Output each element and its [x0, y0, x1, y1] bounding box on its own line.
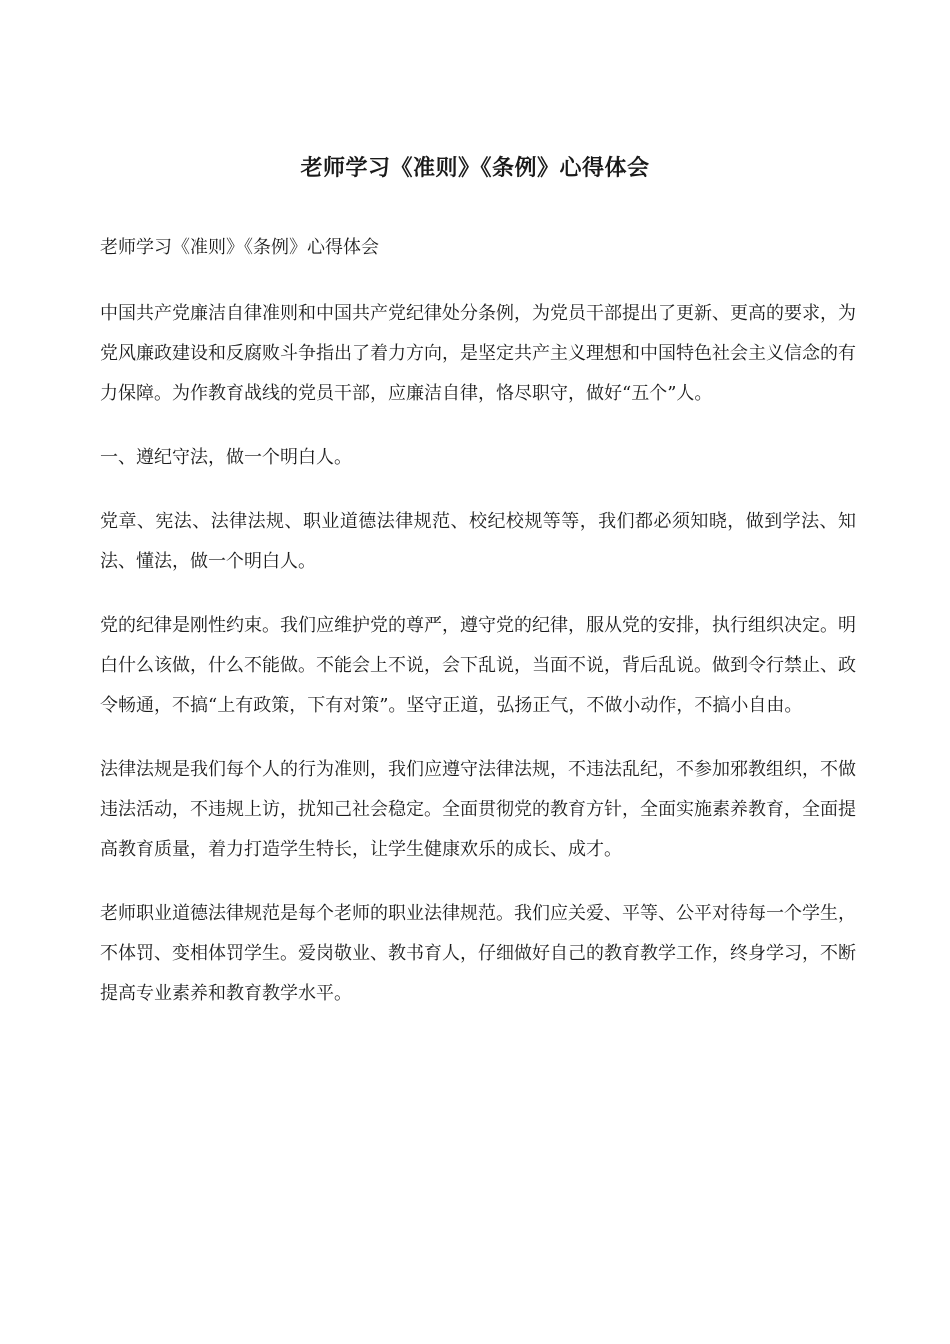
body-paragraph: 老师职业道德法律规范是每个老师的职业法律规范。我们应关爱、平等、公平对待每一个学生，不体罚、变相体罚学生。爱岗敬业、教书育人，仔细做好自己的教育教学工作，终身学习，不断提高专业素养和教育教学水平。: [100, 903, 856, 1004]
body-paragraph: 党的纪律是刚性约束。我们应维护党的尊严，遵守党的纪律，服从党的安排，执行组织决定。明白什么该做，什么不能做。不能会上不说，会下乱说，当面不说，背后乱说。做到令行禁止、政令畅通，不搞“上有政策，下有对策”。坚守正道，弘扬正气，不做小动作，不搞小自由。: [100, 615, 856, 716]
section-heading-1: 一、遵纪守法，做一个明白人。: [100, 447, 352, 468]
document-body: [100, 228, 856, 1038]
body-paragraph: 党章、宪法、法律法规、职业道德法律规范、校纪校规等等，我们都必须知晓，做到学法、知法、懂法，做一个明白人。: [100, 511, 856, 572]
intro-paragraph: 中国共产党廉洁自律准则和中国共产党纪律处分条例，为党员干部提出了更新、更高的要求，为党风廉政建设和反腐败斗争指出了着力方向，是坚定共产主义理想和中国特色社会主义信念的有力保障。为作教育战线的党员干部，应廉洁自律，恪尽职守，做好“五个”人。: [100, 303, 856, 404]
document-title: 老师学习《准则》《条例》心得体会: [300, 155, 650, 181]
body-paragraph: 法律法规是我们每个人的行为准则，我们应遵守法律法规，不违法乱纪，不参加邪教组织，不做违法活动，不违规上访，扰知己社会稳定。全面贯彻党的教育方针，全面实施素养教育，全面提高教育质量，着力打造学生特长，让学生健康欢乐的成长、成才。: [100, 759, 856, 860]
document-subtitle: 老师学习《准则》《条例》心得体会: [100, 237, 379, 258]
